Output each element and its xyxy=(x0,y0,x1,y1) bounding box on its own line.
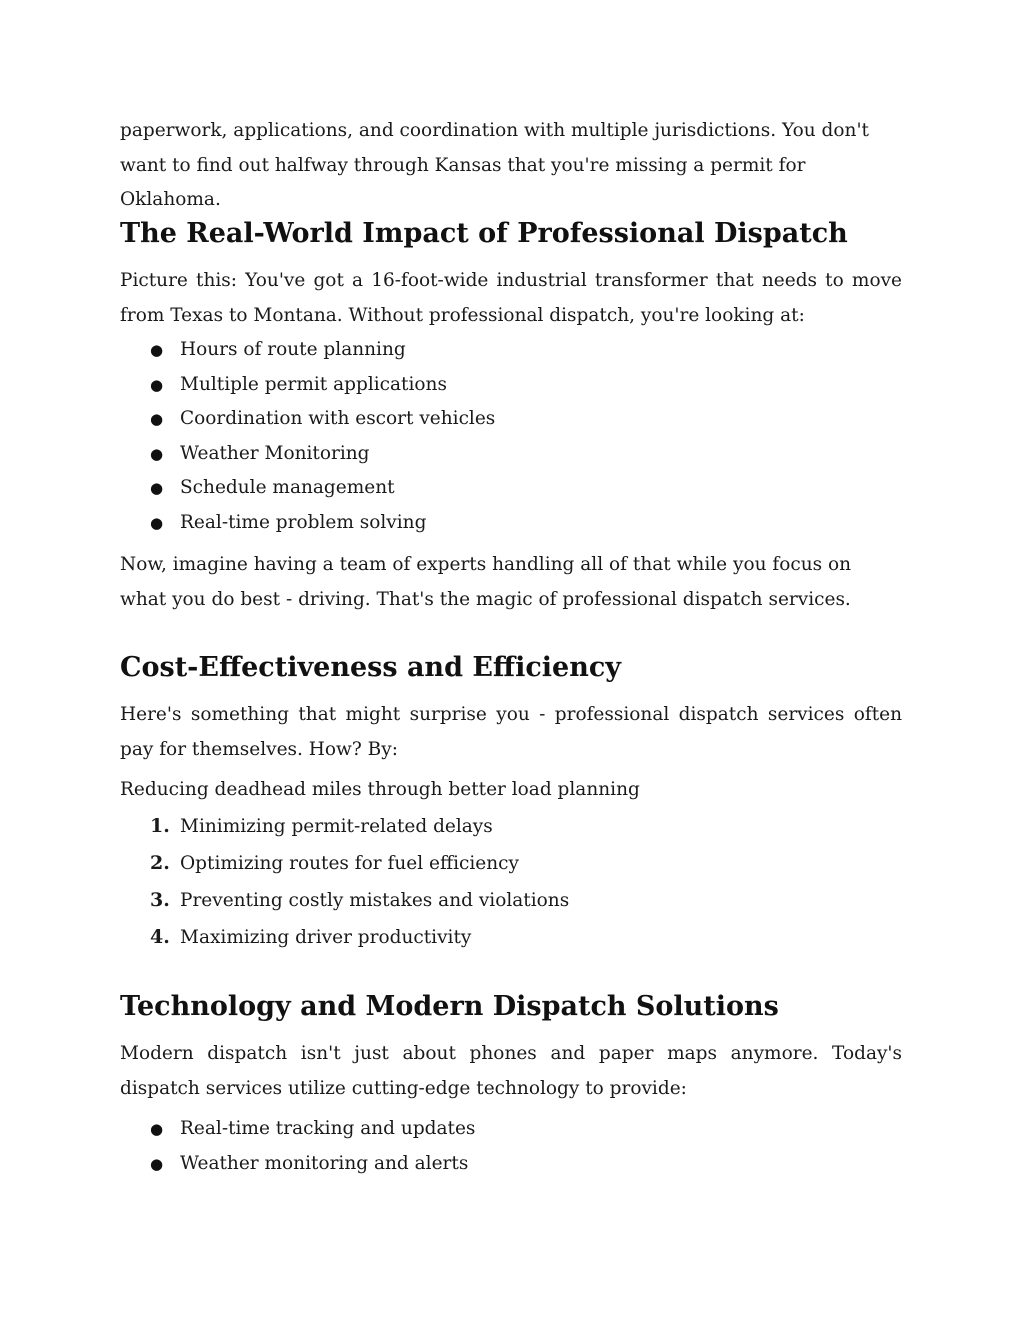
section2-lead-paragraph: Here's something that might surprise you - professional dispatch services often pay for themselves. How? By: xyxy=(120,704,902,760)
list-item-text: Real-time problem solving xyxy=(180,511,427,533)
list-item-text: Hours of route planning xyxy=(180,339,406,360)
section1-lead-paragraph: Picture this: You've got a 16-foot-wide industrial transformer that needs to move from Texas to Montana. Without professional dispatch, you're looking at: xyxy=(120,270,902,326)
bullet-icon: ● xyxy=(150,375,164,394)
list-item-text: Schedule management xyxy=(180,477,395,498)
bullet-icon: ● xyxy=(150,513,164,532)
section1-closing-paragraph: Now, imagine having a team of experts handling all of that while you focus on what you do best - driving. That's the magic of professional dispatch services. xyxy=(120,554,852,610)
section3-lead-paragraph: Modern dispatch isn't just about phones and paper maps anymore. Today's dispatch services utilize cutting-edge technology to provide: xyxy=(120,1043,902,1099)
list-item-text: Weather Monitoring xyxy=(180,442,370,464)
list-item xyxy=(120,845,902,882)
section3-bullet-list xyxy=(120,1112,902,1181)
list-number: 3. xyxy=(150,889,170,911)
section1-bullet-list xyxy=(120,333,902,540)
bullet-icon: ● xyxy=(150,479,164,497)
bullet-icon: ● xyxy=(150,1154,164,1173)
bullet-icon: ● xyxy=(150,410,164,428)
section2-first-point: Reducing deadhead miles through better load planning xyxy=(120,779,640,800)
list-item xyxy=(120,333,902,368)
list-item xyxy=(120,368,902,403)
section-heading-real-world-impact: The Real-World Impact of Professional Dispatch xyxy=(120,218,848,249)
list-item-text: Multiple permit applications xyxy=(180,373,447,395)
section-heading-cost-effectiveness: Cost-Effectiveness and Efficiency xyxy=(120,652,621,683)
list-item xyxy=(120,919,902,956)
section2-numbered-list xyxy=(120,808,902,956)
list-item xyxy=(120,1147,902,1182)
list-item xyxy=(120,437,902,472)
list-item-text: Optimizing routes for fuel efficiency xyxy=(180,853,519,874)
bullet-icon: ● xyxy=(150,341,164,359)
list-item xyxy=(120,506,902,541)
list-number: 4. xyxy=(150,926,170,948)
list-number: 1. xyxy=(150,815,170,837)
list-item xyxy=(120,1112,902,1147)
list-item-text: Maximizing driver productivity xyxy=(180,927,472,948)
list-item-text: Minimizing permit-related delays xyxy=(180,816,493,837)
list-item-text: Preventing costly mistakes and violations xyxy=(180,890,570,911)
list-item xyxy=(120,808,902,845)
intro-paragraph: paperwork, applications, and coordination with multiple jurisdictions. You don't want to find out halfway through Kansas that you're missing a permit for Oklahoma. xyxy=(120,120,869,210)
bullet-icon: ● xyxy=(150,444,164,463)
list-item-text: Real-time tracking and updates xyxy=(180,1118,476,1139)
list-item-text: Weather monitoring and alerts xyxy=(180,1152,469,1174)
list-number: 2. xyxy=(150,852,170,874)
list-item-text: Coordination with escort vehicles xyxy=(180,408,496,429)
section-heading-technology: Technology and Modern Dispatch Solutions xyxy=(120,991,779,1022)
list-item xyxy=(120,471,902,506)
list-item xyxy=(120,882,902,919)
list-item xyxy=(120,402,902,437)
bullet-icon: ● xyxy=(150,1120,164,1138)
